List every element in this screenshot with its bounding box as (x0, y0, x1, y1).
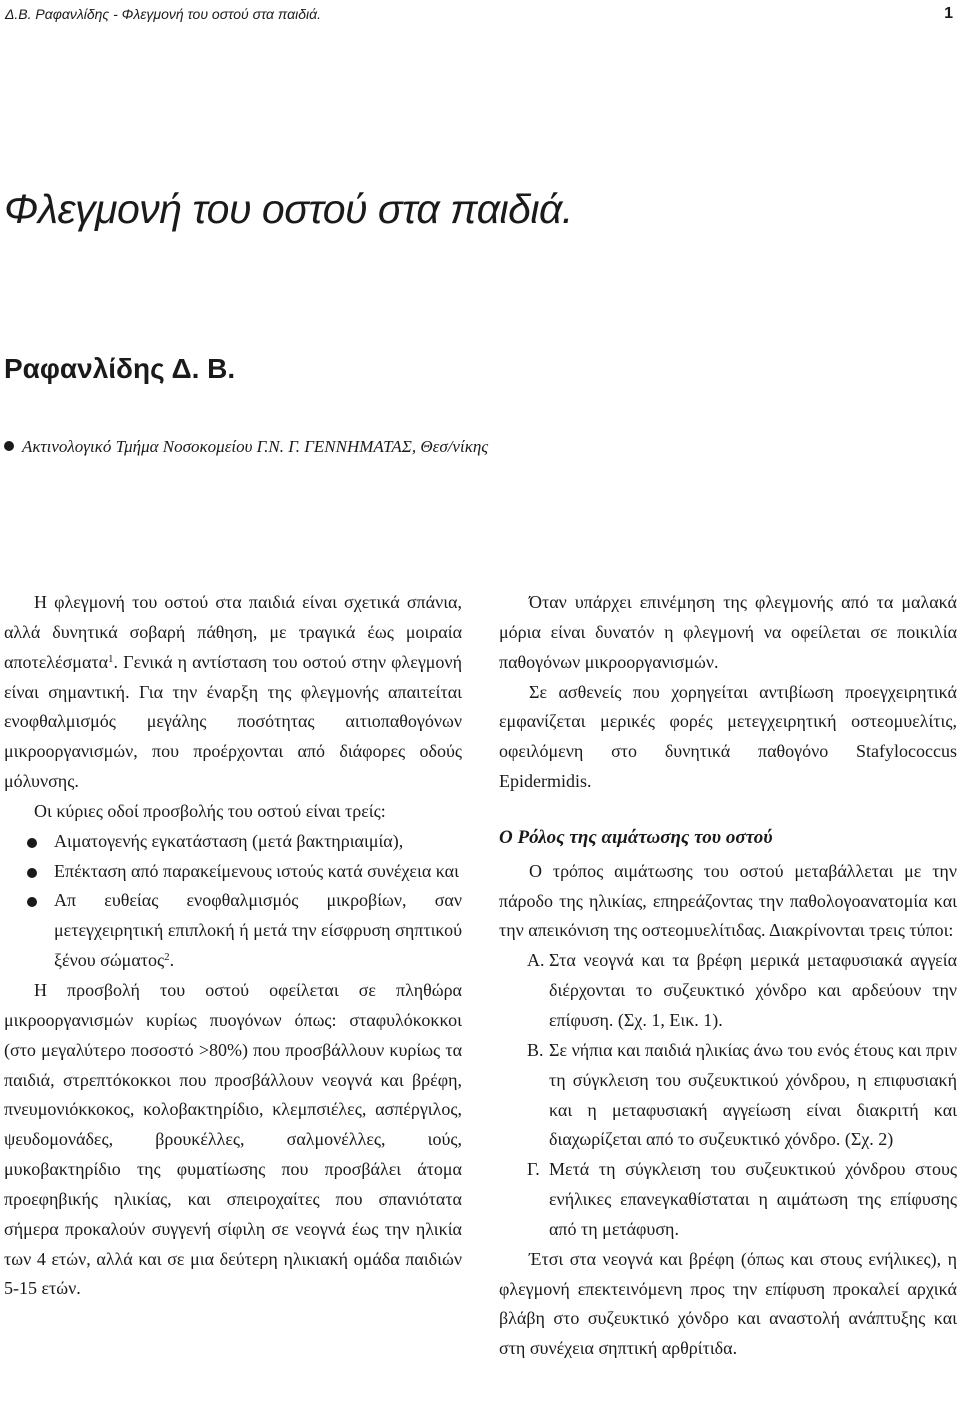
paragraph-postop: Σε ασθενείς που χορηγείται αντιβίωση προεγχειρητικά εμφανίζεται μερικές φορές μετεγχειρητική οστεομυελίτις, οφειλόμενη στο δυνητικά παθογόνο Stafylococcus Epidermidis. (499, 681, 957, 792)
article-title: Φλεγμονή του οστού στα παιδιά. (4, 186, 573, 232)
running-title: Δ.Β. Ραφανλίδης - Φλεγμονή του οστού στα παιδιά. (5, 6, 321, 22)
left-column (4, 588, 462, 1304)
list-item (499, 1155, 957, 1245)
list-item (4, 827, 462, 857)
bullet-icon (27, 868, 37, 878)
reference-mark: 1 (108, 652, 114, 665)
paragraph-intro (4, 588, 462, 797)
list-item-text: Στα νεογνά και τα βρέφη μερικά μεταφυσιακά αγγεία διέρχονται το συζευκτικό χόνδρο και αρδεύουν την επίφυση. (Σχ. 1, Εικ. 1). (549, 950, 957, 1030)
list-item-text: Αιματογενής εγκατάσταση (μετά βακτηριαιμία), (54, 830, 404, 851)
section-heading: Ο Ρόλος της αιμάτωσης του οστού (499, 826, 773, 848)
list-item (4, 857, 462, 887)
list-item-text: Μετά τη σύγκλειση του συζευκτικού χόνδρου στους ενήλικες επανεγκαθίσταται η αιμάτωση της επίφυσης από τη μετάφυση. (549, 1159, 957, 1239)
article-author: Ραφανλίδης Δ. Β. (4, 353, 236, 384)
intro-text: Η φλεγμονή του οστού στα παιδιά είναι σχετικά σπάνια, αλλά δυνητικά σοβαρή πάθηση, με τραγικά έως μοιραία αποτελέσματα (4, 592, 462, 672)
bullet-icon (27, 897, 37, 907)
paragraph-pathogens: Η προσβολή του οστού οφείλεται σε πληθώρα μικροοργανισμών κυρίως πυογόνων όπως: σταφυλόκοκκοι (στο μεγαλύτερο ποσοστό >80%) που προσβάλλουν κυρίως τα παιδιά, στρεπτόκοκκοι που προσβάλλουν νεογνά και βρέφη, πνευμονιόκκοκος, κολοβακτηρίδιο, κλεμπσιέλες, ασπέργιλος, ψευδομονάδες, βρουκέλλες, σαλμονέλλες, ιούς, μυκοβακτηρίδιο της φυματίωσης που προσβάλει άτομα προεφηβικής ηλικίας, και σπειροχαίτες που σπανιότατα σήμερα προκαλούν συγγενή σίφιλη σε νεογνά έως την ηλικία των 4 ετών, αλλά και σε μια δεύτερη ηλικιακή ομάδα παιδιών 5-15 ετών. (4, 979, 462, 1299)
running-header (5, 3, 955, 27)
list-item-text: Επέκταση από παρακείμενους ιστούς κατά συνέχεια και (54, 860, 459, 881)
article-affiliation (4, 434, 488, 460)
page-number: 1 (944, 5, 953, 22)
list-item-label: Α. (527, 950, 545, 971)
list-item-label: Β. (527, 1039, 544, 1060)
intro-text-cont: . Γενικά η αντίσταση του οστού στην φλεγμονή είναι σημαντική. Για την έναρξη της φλεγμονής απαιτείται ενοφθαλμισμός μεγάλης ποσότητας αιτιοπαθογόνων μικροοργανισμών, που προέρχονται από διάφορες οδούς μόλυνσης. (4, 651, 462, 792)
list-item-text-end: . (169, 950, 175, 971)
right-column (499, 588, 957, 1364)
bullet-icon (4, 441, 14, 451)
list-item-label: Γ. (527, 1159, 540, 1180)
affiliation-text: Ακτινολογικό Τμήμα Νοσοκομείου Γ.Ν. Γ. ΓΕΝΝΗΜΑΤΑΣ, Θεσ/νίκης (22, 437, 489, 456)
paragraph-routes: Οι κύριες οδοί προσβολής του οστού είναι τρείς: (34, 800, 386, 821)
paragraph-vascular: Ο τρόπος αιμάτωσης του οστού μεταβάλλεται με την πάροδο της ηλικίας, επηρεάζοντας την παθολογοανατομία και την απεικόνιση της οστεομυελίτιδας. Διακρίνονται τρεις τύποι: (499, 860, 957, 941)
list-item (499, 1036, 957, 1155)
list-item (499, 946, 957, 1036)
list-item-text: Σε νήπια και παιδιά ηλικίας άνω του ενός έτους και πριν τη σύγκλειση του συζευκτικού χόνδρου, η επιφυσιακή και η μεταφυσιακή αγγείωση είναι διακριτή και διαχωρίζεται από το συζευκτικό χόνδρο. (Σχ. 2) (549, 1039, 957, 1150)
paragraph-spread: Όταν υπάρχει επινέμηση της φλεγμονής από τα μαλακά μόρια είναι δυνατόν η φλεγμονή να οφείλεται σε ποικιλία παθογόνων μικροοργανισμών. (499, 592, 957, 672)
reference-mark: 2 (164, 951, 170, 964)
bullet-icon (27, 838, 37, 848)
list-item-text: Απ ευθείας ενοφθαλμισμός μικροβίων, σαν μετεγχειρητική επιπλοκή ή μετά την είσφρυση σηπτικού ξένου σώματος (54, 890, 462, 971)
list-item (4, 886, 462, 976)
paragraph-conclusion: Έτσι στα νεογνά και βρέφη (όπως και στους ενήλικες), η φλεγμονή επεκτεινόμενη προς την επίφυση προκαλεί αρχικά βλάβη στο συζευκτικό χόνδρο και αναστολή ανάπτυξης και στη συνέχεια σηπτική αρθρίτιδα. (499, 1248, 957, 1359)
